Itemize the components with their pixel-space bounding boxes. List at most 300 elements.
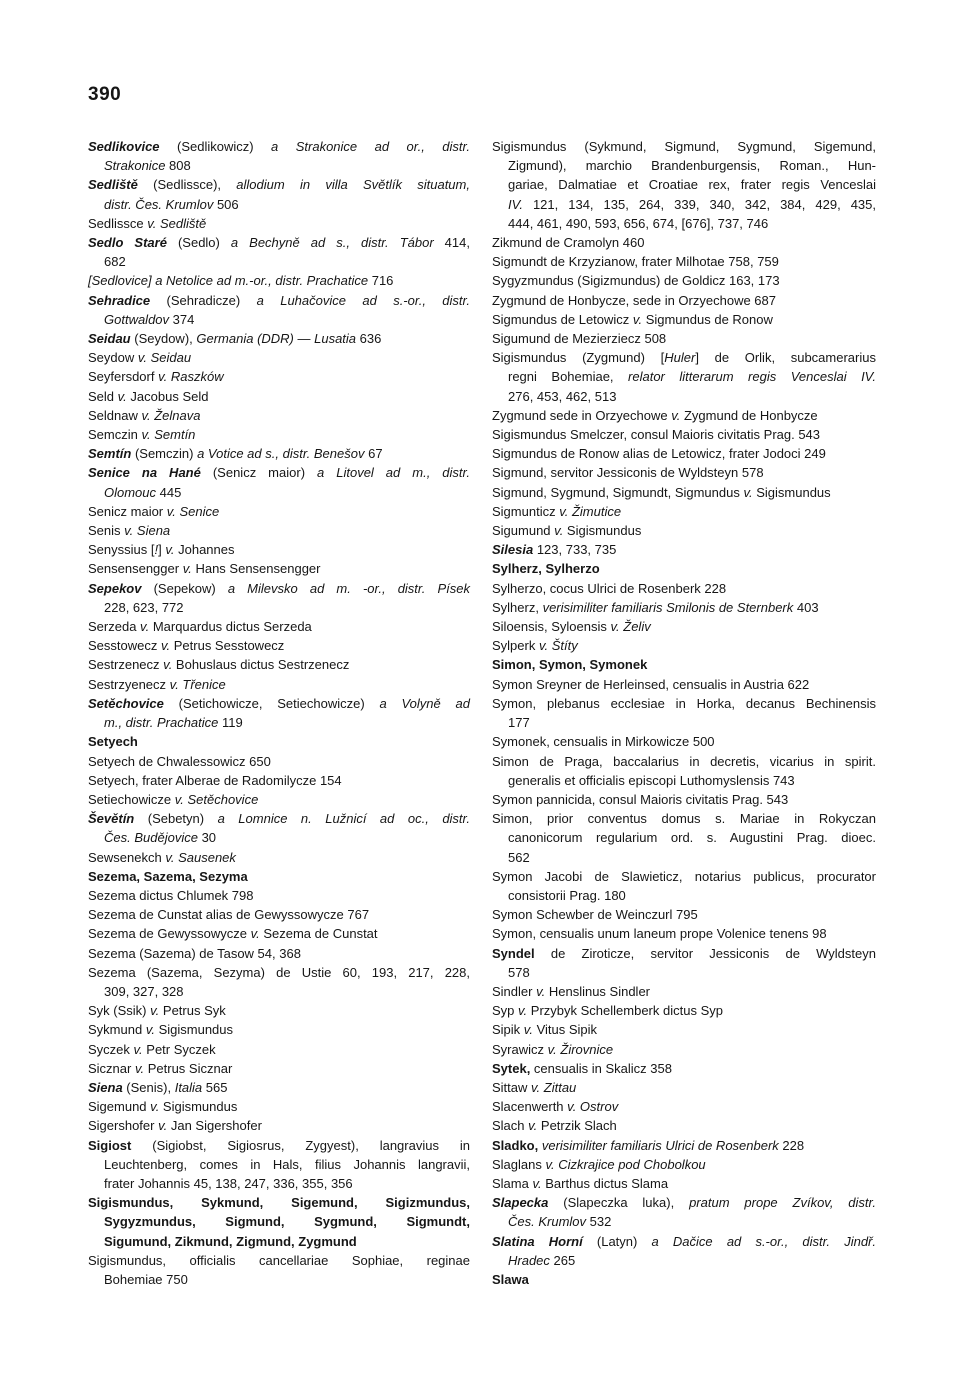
entry-line <box>492 367 876 386</box>
entry-text: Sylherz, <box>492 599 543 615</box>
index-entry <box>88 1097 470 1116</box>
entry-line <box>88 329 470 348</box>
entry-text: Zygmund sede in Orzyechowe <box>492 407 672 423</box>
entry-line <box>88 444 470 463</box>
entry-text: Bohemiae 750 <box>104 1271 188 1287</box>
entry-text: Sicznar <box>88 1060 135 1076</box>
entry-text: Sigemund <box>88 1099 151 1115</box>
index-entry <box>492 1059 876 1078</box>
index-entry <box>88 886 470 905</box>
entry-line <box>88 1270 470 1289</box>
index-entry <box>88 924 470 943</box>
entry-text: 276, 453, 462, 513 <box>508 388 617 404</box>
entry-line <box>492 1116 876 1135</box>
entry-line <box>88 175 470 194</box>
italic-text: distr. Čes. Krumlov <box>104 196 214 212</box>
italic-text: Strakonice <box>104 158 166 174</box>
entry-text: gariae, Dalmatiae et Croatiae rex, frater regis Venceslai <box>508 177 876 193</box>
entry-text: 309, 327, 328 <box>104 983 184 999</box>
entry-line <box>492 694 876 713</box>
index-entry <box>492 944 876 982</box>
index-entry <box>88 348 470 367</box>
entry-text: regni Bohemiae, <box>508 369 629 385</box>
entry-text: (Sigiobst, Sigiosrus, Zygyest), langravius in <box>131 1137 470 1153</box>
index-entry <box>88 617 470 636</box>
entry-text: Sestrzyenecz <box>88 676 170 692</box>
index-entry <box>492 444 876 463</box>
index-entry <box>88 694 470 732</box>
entry-text: (Semczin) <box>131 446 198 462</box>
entry-text: Senis <box>88 523 125 539</box>
entry-text: Simon de Praga, baccalarius in decretis, vicarius in spirit. <box>492 753 876 769</box>
index-entry <box>88 425 470 444</box>
entry-line <box>88 1193 470 1212</box>
index-entry <box>88 905 470 924</box>
index-entry <box>88 521 470 540</box>
entry-text: (Sepekow) <box>141 580 228 596</box>
italic-text: v. Sedliště <box>147 215 207 231</box>
entry-line <box>88 617 470 636</box>
entry-line <box>492 1078 876 1097</box>
italic-text: a Litovel ad m., distr. <box>317 465 470 481</box>
entry-line <box>492 387 876 406</box>
entry-text: 414, <box>433 235 470 251</box>
index-entry <box>88 963 470 1001</box>
italic-text: a Strakonice ad or., distr. <box>271 139 470 154</box>
entry-text: Symon, plebanus ecclesiae in Horka, decanus Bechinensis <box>492 695 876 711</box>
entry-line <box>88 425 470 444</box>
index-entry <box>492 406 876 425</box>
entry-text: Sittaw <box>492 1079 532 1095</box>
entry-line <box>88 521 470 540</box>
italic-text: v. Želiv <box>610 619 651 635</box>
index-entry <box>88 1193 470 1251</box>
entry-line <box>492 809 876 828</box>
entry-line <box>88 1174 470 1193</box>
italic-text: v. Senice <box>166 503 220 519</box>
entry-line <box>88 271 470 290</box>
entry-line <box>88 1001 470 1020</box>
entry-line <box>492 1251 876 1270</box>
entry-text: Semczin <box>88 427 142 443</box>
index-entry <box>492 1193 876 1231</box>
entry-text: 265 <box>549 1252 576 1268</box>
entry-text: Zygmund de Honbycze <box>680 407 818 423</box>
entry-text: Sylperk <box>492 638 539 654</box>
italic-text: v. <box>145 1022 155 1038</box>
entry-text: Slacenwerth <box>492 1099 568 1115</box>
index-entry <box>492 271 876 290</box>
index-entry <box>88 1136 470 1194</box>
entry-line <box>88 463 470 482</box>
index-entry <box>88 271 470 290</box>
entry-text: 374 <box>169 311 195 327</box>
italic-text: v. <box>160 638 171 654</box>
entry-text: Sigmund, servitor Jessiconis de Wyldsteyn 578 <box>492 465 764 481</box>
entry-text: Sesstowecz <box>88 638 161 654</box>
italic-text: Olomouc <box>104 484 157 500</box>
entry-line <box>88 867 470 886</box>
entry-line <box>492 867 876 886</box>
entry-text: de Ziroticze, servitor Jessiconis de Wyldsteyn <box>534 945 876 961</box>
entry-text: 578 <box>508 964 530 980</box>
italic-text: v. <box>632 311 643 327</box>
entry-text: Setyech de Chwalessowicz 650 <box>88 753 271 769</box>
entry-text: Seld <box>88 388 118 404</box>
headword: Slatina Horní <box>492 1233 583 1249</box>
headword: Silesia <box>492 542 534 558</box>
entry-line <box>88 1059 470 1078</box>
entry-text: Sewsenekch <box>88 849 166 865</box>
italic-text: v. <box>528 1118 538 1134</box>
index-entry <box>492 1232 876 1270</box>
entry-text: ] <box>158 542 166 558</box>
entry-line <box>492 1040 876 1059</box>
index-entry <box>492 1078 876 1097</box>
italic-text: a Bechyně ad s., distr. Tábor <box>230 235 434 251</box>
italic-text: v. Třenice <box>169 676 226 692</box>
entry-line <box>88 156 470 175</box>
entry-line <box>88 886 470 905</box>
entry-line <box>492 521 876 540</box>
entry-text: 682 <box>104 254 126 270</box>
entry-text: Sezema (Sazema) de Tasow 54, 368 <box>88 945 301 961</box>
entry-text: Senyssius [ <box>88 542 155 558</box>
entry-line <box>88 1232 470 1251</box>
italic-text: m., distr. Prachatice <box>104 715 219 731</box>
headword: Sezema, Sazema, Sezyma <box>88 868 248 884</box>
entry-line <box>492 655 876 674</box>
headword: Sigumund, Zikmund, Zigmund, Zygmund <box>104 1233 357 1249</box>
index-entry <box>88 732 470 751</box>
italic-text: v. Raszków <box>158 369 224 385</box>
entry-line <box>88 195 470 214</box>
entry-text: 445 <box>156 484 182 500</box>
italic-text: v. <box>250 926 260 942</box>
entry-line <box>492 502 876 521</box>
entry-line <box>88 483 470 502</box>
entry-line <box>88 540 470 559</box>
entry-line <box>492 771 876 790</box>
index-entry <box>88 406 470 425</box>
italic-text: v. <box>743 484 753 500</box>
entry-text: Petrus Sesstowecz <box>170 638 285 654</box>
italic-text: v. <box>523 1022 533 1038</box>
italic-text: Čes. Krumlov <box>508 1214 587 1230</box>
entry-text: Sezema de Cunstat alias de Gewyssowycze 767 <box>88 907 370 923</box>
italic-text: a Lomnice n. Lužnicí ad oc., distr. <box>217 811 471 827</box>
entry-line <box>88 944 470 963</box>
entry-text: Sigmund, Sygmund, Sigmundt, Sigmundus <box>492 484 744 500</box>
entry-text: Sezema de Cunstat <box>259 926 378 942</box>
entry-line <box>492 1232 876 1251</box>
entry-text: Sigumund <box>492 523 555 539</box>
entry-line <box>88 137 470 156</box>
index-entry <box>492 1136 876 1155</box>
entry-line <box>492 1001 876 1020</box>
entry-text: Hans Sensensengger <box>191 561 321 577</box>
entry-line <box>492 444 876 463</box>
entry-text: Sylherzo, cocus Ulrici de Rosenberk 228 <box>492 580 727 596</box>
entry-line <box>88 828 470 847</box>
entry-line <box>88 905 470 924</box>
entry-line <box>492 252 876 271</box>
entry-text: 506 <box>213 196 239 212</box>
entry-line <box>88 1040 470 1059</box>
italic-text: v. <box>117 388 127 404</box>
index-entry <box>492 809 876 867</box>
entry-line <box>492 175 876 194</box>
entry-text: (Setichowicze, Setiechowicze) <box>163 695 380 711</box>
entry-line <box>492 598 876 617</box>
entry-line <box>88 1116 470 1135</box>
entry-text: 636 <box>356 331 382 347</box>
entry-text: Zikmund de Cramolyn 460 <box>492 235 645 251</box>
entry-text: Senicz maior <box>88 503 167 519</box>
entry-line <box>88 713 470 732</box>
index-entry <box>492 1155 876 1174</box>
entry-text: Leuchtenberg, comes in Hals, filius Johannis langravii, <box>104 1156 470 1172</box>
entry-text: Petrus Syk <box>159 1003 226 1019</box>
entry-line <box>492 1020 876 1039</box>
index-entry <box>492 790 876 809</box>
entry-text: Setiechowicze <box>88 791 175 807</box>
headword: Slapecka <box>492 1195 549 1211</box>
headword: Siena <box>88 1079 123 1095</box>
headword: Sepekov <box>88 580 142 596</box>
italic-text: v. <box>134 1060 145 1076</box>
headword: Sedliště <box>88 177 138 193</box>
entry-line <box>88 636 470 655</box>
headword: Setyech <box>88 734 138 750</box>
index-entry <box>492 579 876 598</box>
entry-line <box>88 502 470 521</box>
entry-text: Henslinus Sindler <box>545 983 651 999</box>
entry-text: Sigismundus <box>159 1099 238 1115</box>
entry-line <box>492 905 876 924</box>
headword: Semtín <box>88 446 132 462</box>
entry-text: Sigismundus <box>563 523 642 539</box>
index-entry <box>492 924 876 943</box>
italic-text: v. <box>182 561 192 577</box>
entry-text: Sezema de Gewyssowycze <box>88 926 251 942</box>
entry-line <box>492 406 876 425</box>
index-entry <box>88 1251 470 1289</box>
entry-text: Sigismundus, officialis cancellariae Sophiae, reginae <box>88 1252 470 1268</box>
italic-text: IV. <box>508 196 523 212</box>
index-entry <box>88 579 470 617</box>
entry-line <box>492 310 876 329</box>
italic-text: v. <box>150 1003 160 1019</box>
index-entry <box>88 540 470 559</box>
entry-line <box>88 732 470 751</box>
index-entry <box>88 1040 470 1059</box>
entry-text: Petr Syczek <box>142 1041 216 1057</box>
index-entry <box>88 944 470 963</box>
headword: Sigismundus, Sykmund, Sigemund, Sigizmundus, <box>88 1195 470 1211</box>
entry-line <box>88 963 470 982</box>
entry-line <box>492 1155 876 1174</box>
entry-line <box>492 886 876 905</box>
entry-line <box>88 752 470 771</box>
entry-text: Seydow <box>88 350 138 366</box>
entry-text: Sigmundus de Ronow alias de Letowicz, frater Jodoci 249 <box>492 446 826 462</box>
index-entry <box>88 559 470 578</box>
entry-line <box>492 137 876 156</box>
entry-text: 562 <box>508 849 530 865</box>
index-entry <box>492 598 876 617</box>
entry-text: 808 <box>165 158 191 174</box>
entry-text: 121, 134, 135, 264, 339, 340, 342, 384, 429, 435, <box>522 196 876 212</box>
entry-line <box>492 828 876 847</box>
index-entry <box>492 1097 876 1116</box>
entry-line <box>492 540 876 559</box>
entry-text: 532 <box>586 1214 612 1230</box>
index-entry <box>492 291 876 310</box>
entry-text: Syp <box>492 1003 519 1019</box>
entry-text: 177 <box>508 715 530 731</box>
entry-text: (Sebetyn) <box>134 811 218 827</box>
index-entry <box>492 617 876 636</box>
entry-line <box>88 848 470 867</box>
entry-text: Sigmundus de Letowicz <box>492 311 633 327</box>
entry-text: 228, 623, 772 <box>104 599 184 615</box>
entry-text: (Sehradicze) <box>150 292 257 308</box>
italic-text: v. Ostrov <box>567 1099 619 1115</box>
entry-text: 228 <box>778 1137 805 1153</box>
headword: Sygyzmundus, Sigmund, Sygmund, Sigmundt, <box>104 1214 470 1230</box>
index-column-left <box>88 137 470 1289</box>
index-entry <box>492 1020 876 1039</box>
entry-line <box>88 1097 470 1116</box>
index-entry <box>88 848 470 867</box>
entry-text: Siloensis, Syloensis <box>492 619 611 635</box>
entry-text: Sigmundt de Krzyzianow, frater Milhotae 758, 759 <box>492 254 779 270</box>
index-entry <box>88 752 470 771</box>
entry-text: Przybyk Schellemberk dictus Syp <box>527 1003 723 1019</box>
entry-line <box>492 348 876 367</box>
entry-text: Sigismundus <box>752 484 831 500</box>
entry-line <box>88 387 470 406</box>
entry-text: Symon Jacobi de Slawieticz, notarius publicus, procurator <box>492 868 876 884</box>
entry-text: Slaglans <box>492 1156 546 1172</box>
entry-text: 67 <box>364 446 383 462</box>
italic-text: [Sedlovice] a Netolice ad m.-or., distr. Prachatice <box>88 273 369 289</box>
index-entry <box>492 636 876 655</box>
index-entry <box>88 291 470 329</box>
index-entry <box>492 483 876 502</box>
entry-text: Sipik <box>492 1022 524 1038</box>
entry-line <box>88 1155 470 1174</box>
index-entry <box>492 310 876 329</box>
index-entry <box>492 252 876 271</box>
index-entry <box>492 1270 876 1289</box>
entry-text: 119 <box>218 715 243 731</box>
index-entry <box>88 175 470 213</box>
italic-text: v. Žirovnice <box>547 1041 614 1057</box>
entry-text: Jan Sigershofer <box>167 1118 262 1134</box>
entry-text: (Seydow), <box>130 331 197 347</box>
italic-text: v. <box>163 657 173 673</box>
entry-line <box>88 310 470 329</box>
index-entry <box>88 444 470 463</box>
entry-text: 403 <box>793 599 819 615</box>
italic-text: v. <box>532 1175 542 1191</box>
entry-line <box>492 483 876 502</box>
index-entry <box>492 559 876 578</box>
index-entry <box>88 502 470 521</box>
entry-text: Simon, prior conventus domus s. Mariae in Rokyczan <box>492 811 876 827</box>
entry-text: Sigismundus (Zygmund) [ <box>492 350 665 366</box>
entry-text: (Senis), <box>122 1079 175 1095</box>
index-entry <box>492 1174 876 1193</box>
entry-line <box>492 924 876 943</box>
entry-text: (Latyn) <box>582 1233 652 1249</box>
italic-text: relator litterarum regis Venceslai IV. <box>628 369 876 385</box>
italic-text: a Dačice ad s.-or., distr. Jindř. <box>651 1233 876 1249</box>
index-entry <box>88 214 470 233</box>
entry-line <box>88 982 470 1001</box>
entry-text: Syk (Ssik) <box>88 1003 151 1019</box>
entry-text: Zigmund), marchio Brandenburgensis, Roman., Hun- <box>508 158 876 174</box>
index-column-right <box>492 137 876 1289</box>
entry-text: Vitus Sipik <box>532 1022 598 1038</box>
italic-text: v. Seidau <box>137 350 192 366</box>
entry-text: generalis et officialis episcopi Luthomyslensis 743 <box>508 772 795 788</box>
entry-line <box>88 214 470 233</box>
entry-line <box>88 1251 470 1270</box>
italic-text: Hradec <box>508 1252 550 1268</box>
index-entry <box>492 1040 876 1059</box>
index-entry <box>88 771 470 790</box>
entry-line <box>88 598 470 617</box>
entry-text: Syrawicz <box>492 1041 548 1057</box>
entry-text: Setyech, frater Alberae de Radomilycze 154 <box>88 772 342 788</box>
entry-text: (Sedlo) <box>166 235 231 251</box>
index-entry <box>492 329 876 348</box>
italic-text: v. Sausenek <box>165 849 236 865</box>
entry-text: Syczek <box>88 1041 134 1057</box>
italic-text: v. Cizkrajice pod Chobolkou <box>545 1156 706 1172</box>
entry-text: Bohuslaus dictus Sestrzenecz <box>172 657 350 673</box>
entry-line <box>492 1097 876 1116</box>
entry-line <box>492 329 876 348</box>
entry-text: Symon pannicida, consul Maioris civitatis Prag. 543 <box>492 791 789 807</box>
entry-line <box>88 694 470 713</box>
entry-line <box>492 156 876 175</box>
entry-text: Symon Schewber de Weinczurl 795 <box>492 907 698 923</box>
entry-line <box>88 771 470 790</box>
entry-line <box>88 1020 470 1039</box>
italic-text: v. <box>133 1041 143 1057</box>
index-entry <box>492 675 876 694</box>
italic-text: allodium in villa Světlík situatum, <box>236 177 470 193</box>
entry-text: consistorii Prag. 180 <box>508 887 626 903</box>
entry-text: Sigmunticz <box>492 503 560 519</box>
italic-text: Gottwaldov <box>104 311 170 327</box>
index-entry <box>88 1116 470 1135</box>
index-entry <box>88 809 470 847</box>
headword: Syndel <box>492 945 535 961</box>
entry-line <box>88 1212 470 1231</box>
entry-line <box>88 559 470 578</box>
entry-text: Symonek, censualis in Mirkowicze 500 <box>492 734 715 750</box>
entry-line <box>88 655 470 674</box>
entry-line <box>88 291 470 310</box>
index-entry <box>88 329 470 348</box>
entry-text: Sensensengger <box>88 561 183 577</box>
entry-text: Sigismundus (Sykmund, Sigmund, Sygmund, Sigemund, <box>492 139 876 154</box>
